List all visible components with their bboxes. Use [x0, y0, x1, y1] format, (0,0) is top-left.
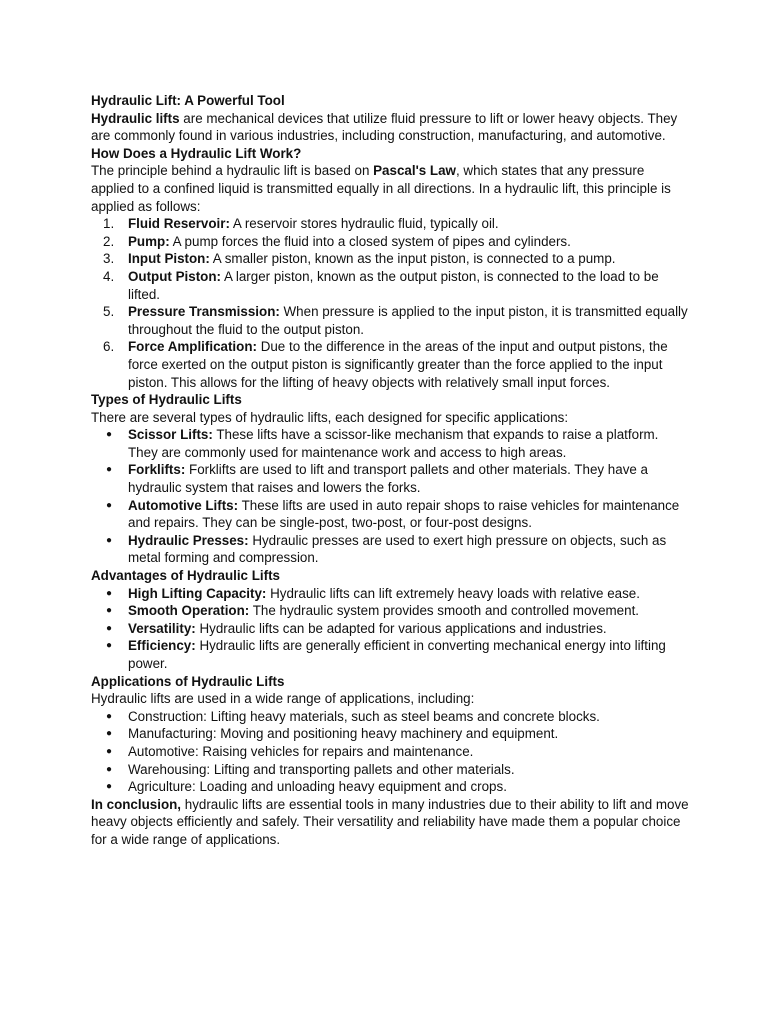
advantage-text: Hydraulic lifts can be adapted for various applications and industries. [195, 620, 607, 636]
conclusion-paragraph [91, 796, 691, 849]
list-item [128, 233, 691, 251]
list-item [128, 268, 691, 303]
step-text: When pressure is applied to the input piston, it is transmitted equally throughout the fluid to the output piston. [128, 304, 688, 337]
step-text: A pump forces the fluid into a closed system of pipes and cylinders. [169, 233, 571, 249]
list-item [128, 461, 691, 496]
advantage-text: Hydraulic lifts can lift extremely heavy loads with relative ease. [266, 585, 640, 601]
list-item [128, 620, 691, 638]
list-item: ● Automotive: Raising vehicles for repairs and maintenance. [128, 743, 691, 761]
types-list [91, 426, 691, 567]
applications-list [91, 708, 691, 796]
type-label: Hydraulic Presses: [128, 532, 249, 548]
list-item [128, 426, 691, 461]
list-item [128, 585, 691, 603]
advantage-label: High Lifting Capacity: [128, 585, 267, 601]
list-item [128, 532, 691, 567]
list-item: ● Warehousing: Lifting and transporting pallets and other materials. [128, 761, 691, 779]
list-item [128, 497, 691, 532]
step-text: A reservoir stores hydraulic fluid, typically oil. [229, 216, 499, 232]
step-label: Input Piston: [128, 251, 210, 267]
how-text-before: The principle behind a hydraulic lift is based on [91, 163, 374, 179]
step-label: Pump: [128, 233, 170, 249]
document-title: Hydraulic Lift: A Powerful Tool [91, 93, 285, 108]
list-item [128, 338, 691, 391]
type-text: Forklifts are used to lift and transport pallets and other materials. They have a hydraulic system that raises and lowers the forks. [128, 462, 649, 496]
step-text: Due to the difference in the areas of the input and output pistons, the force exerted on the output piston is significantly greater than the force applied to the input piston. This allows for the lifting of heavy objects with relatively small input forces. [128, 339, 668, 390]
step-label: Force Amplification: [128, 339, 257, 355]
step-label: Fluid Reservoir: [128, 216, 230, 232]
applications-heading: Applications of Hydraulic Lifts [91, 673, 285, 689]
type-label: Forklifts: [128, 462, 186, 478]
list-item: ● Construction: Lifting heavy materials, such as steel beams and concrete blocks. [128, 708, 691, 726]
types-heading: Types of Hydraulic Lifts [91, 392, 242, 408]
advantage-text: Hydraulic lifts are generally efficient in converting mechanical energy into lifting power. [128, 638, 666, 671]
conclusion-text: hydraulic lifts are essential tools in many industries due to their ability to lift and move heavy objects efficiently and safely. Their versatility and reliability have made them a popular choice for a wide range of applications. [91, 796, 689, 847]
intro-text: are mechanical devices that utilize fluid pressure to lift or lower heavy objects. They are commonly found in various industries, including construction, manufacturing, and automotive. [91, 110, 678, 144]
applications-intro: Hydraulic lifts are used in a wide range of applications, including: [91, 691, 475, 707]
list-item [128, 303, 691, 338]
how-paragraph [91, 162, 691, 215]
list-item [128, 637, 691, 672]
step-text: A smaller piston, known as the input piston, is connected to a pump. [209, 251, 616, 267]
step-text: A larger piston, known as the output piston, is connected to the load to be lifted. [128, 268, 659, 302]
advantage-label: Smooth Operation: [128, 603, 250, 619]
type-text: These lifts are used in auto repair shops to raise vehicles for maintenance and repairs. They can be single-post, two-post, or four-post designs. [128, 497, 680, 531]
document-body [91, 92, 691, 849]
advantages-heading: Advantages of Hydraulic Lifts [91, 568, 280, 584]
advantage-label: Efficiency: [128, 638, 196, 654]
conclusion-bold: In conclusion, [91, 796, 182, 812]
list-item: ● Agriculture: Loading and unloading heavy equipment and crops. [128, 778, 691, 796]
list-item [128, 250, 691, 268]
steps-list [91, 215, 691, 391]
list-item [128, 602, 691, 620]
advantage-text: The hydraulic system provides smooth and controlled movement. [249, 603, 640, 619]
list-item: ● Manufacturing: Moving and positioning heavy machinery and equipment. [128, 725, 691, 743]
how-heading: How Does a Hydraulic Lift Work? [91, 145, 302, 161]
intro-paragraph [91, 110, 691, 145]
types-intro: There are several types of hydraulic lifts, each designed for specific applications: [91, 409, 569, 425]
type-text: These lifts have a scissor-like mechanism that expands to raise a platform. They are commonly used for maintenance work and access to high areas. [128, 427, 659, 460]
step-label: Pressure Transmission: [128, 304, 280, 320]
list-item [128, 215, 691, 233]
type-text: Hydraulic presses are used to exert high pressure on objects, such as metal forming and compression. [128, 532, 667, 566]
advantages-list [91, 585, 691, 673]
intro-bold: Hydraulic lifts [91, 110, 180, 126]
how-text-after: , which states that any pressure applied to a confined liquid is transmitted equally in all directions. In a hydraulic lift, this principle is applied as follows: [91, 163, 671, 214]
advantage-label: Versatility: [128, 620, 196, 636]
pascals-law-bold: Pascal's Law [373, 163, 456, 179]
step-label: Output Piston: [128, 268, 221, 284]
type-label: Scissor Lifts: [128, 427, 213, 443]
type-label: Automotive Lifts: [128, 497, 239, 513]
